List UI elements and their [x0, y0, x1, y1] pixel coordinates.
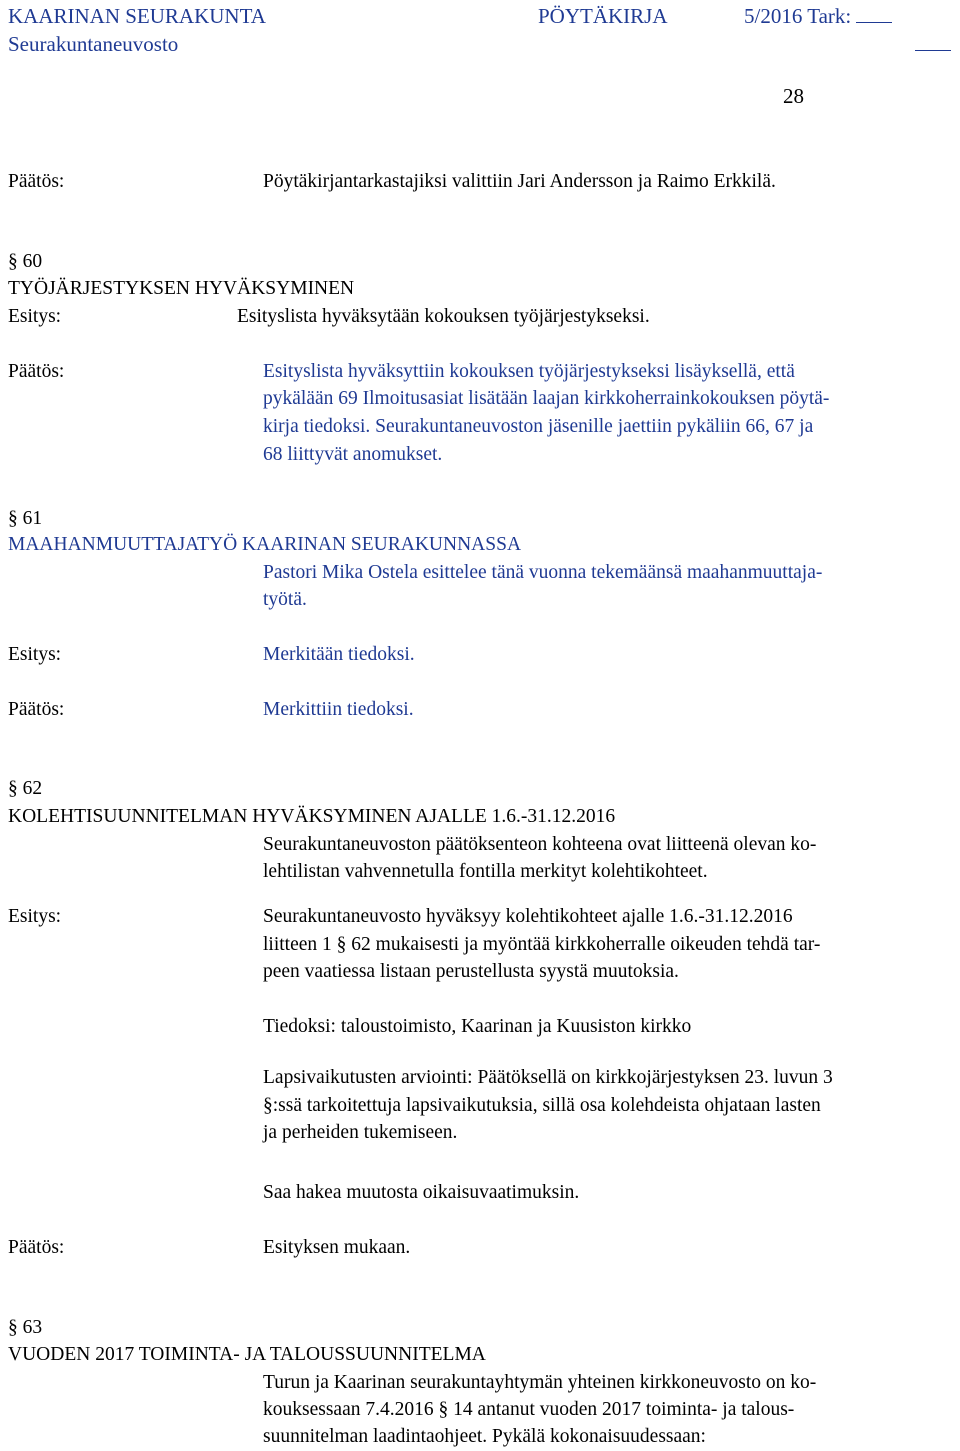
s59-paatos-label: Päätös: [8, 171, 65, 192]
header-doc-type: PÖYTÄKIRJA [538, 4, 668, 28]
section-sign: § [336, 934, 347, 955]
s62-title: KOLEHTISUUNNITELMAN HYVÄKSYMINEN AJALLE 1.6.-31.12.2016 [8, 806, 616, 827]
s62-lapsi-line-2 [263, 1092, 821, 1119]
section-sign: § [8, 1317, 18, 1338]
s62-heading [8, 775, 42, 802]
s61-esitys-text: Merkitään tiedoksi. [263, 644, 415, 665]
s60-paatos-line-3: kirja tiedoksi. Seurakuntaneuvoston jäsenille jaettiin pykäliin 66, 67 ja [263, 416, 814, 437]
s62-lapsi-line-3: ja perheiden tukemiseen. [263, 1122, 458, 1143]
s62-esitys-line-2 [263, 931, 820, 958]
header-blank-line-2 [915, 32, 951, 57]
header-meeting-text: 5/2016 Tark: [744, 4, 852, 28]
s63-line-2-a: kouksessaan 7.4.2016 [263, 1399, 434, 1420]
s62-paatos-label: Päätös: [8, 1237, 65, 1258]
s61-intro-line-2: työtä. [263, 589, 307, 610]
s62-lapsi-line-2-text: :ssä tarkoitettuja lapsivaikutuksia, sillä osa kolehdeista ohjataan lasten [272, 1095, 821, 1116]
s62-intro-line-1: Seurakuntaneuvoston päätöksenteon kohteena ovat liitteenä olevan ko- [263, 834, 817, 855]
s62-esitys-label: Esitys: [8, 906, 62, 927]
section-sign: § [438, 1399, 449, 1420]
s62-esitys-prefix: liitteen 1 [263, 934, 332, 955]
s61-title: MAAHANMUUTTAJATYÖ KAARINAN SEURAKUNNASSA [8, 534, 522, 555]
section-sign: § [8, 508, 18, 529]
s62-lapsi-line-1: Lapsivaikutusten arviointi: Päätöksellä on kirkkojärjestyksen 23. luvun 3 [263, 1067, 833, 1088]
s61-intro-line-1: Pastori Mika Ostela esittelee tänä vuonna tekemäänsä maahanmuuttaja- [263, 562, 823, 583]
section-sign: § [8, 778, 18, 799]
s60-paatos-label: Päätös: [8, 361, 65, 382]
s60-paatos-line-4: 68 liittyvät anomukset. [263, 444, 443, 465]
s60-esitys-text: Esityslista hyväksytään kokouksen työjärjestykseksi. [237, 306, 650, 327]
s63-line-2-b: 14 antanut vuoden 2017 toiminta- ja talous- [453, 1399, 795, 1420]
s62-oikaisu: Saa hakea muutosta oikaisuvaatimuksin. [263, 1182, 580, 1203]
header-blank-line [856, 4, 892, 23]
s63-number: 63 [22, 1317, 43, 1338]
s60-number: 60 [22, 251, 43, 272]
s63-line-1: Turun ja Kaarinan seurakuntayhtymän yhteinen kirkkoneuvosto on ko- [263, 1372, 817, 1393]
s62-paatos-text: Esityksen mukaan. [263, 1237, 411, 1258]
s61-paatos-text: Merkittiin tiedoksi. [263, 699, 414, 720]
s61-esitys-label: Esitys: [8, 644, 62, 665]
s60-paatos-line-2: pykälään 69 Ilmoitusasiat lisätään laajan kirkkoherrainkokouksen pöytä- [263, 388, 830, 409]
header-body: Seurakuntaneuvosto [8, 32, 179, 56]
section-sign: § [263, 1095, 273, 1116]
s61-number: 61 [22, 508, 43, 529]
s62-tiedoksi: Tiedoksi: taloustoimisto, Kaarinan ja Kuusiston kirkko [263, 1016, 692, 1037]
header-meeting [744, 4, 892, 29]
s62-esitys-line-3: peen vaatiessa listaan perustellusta syystä muutoksia. [263, 961, 679, 982]
s62-intro-line-2: lehtilistan vahvennetulla fontilla merkityt kolehtikohteet. [263, 861, 708, 882]
s60-esitys-label: Esitys: [8, 306, 62, 327]
s59-paatos-text: Pöytäkirjantarkastajiksi valittiin Jari Andersson ja Raimo Erkkilä. [263, 171, 776, 192]
s60-paatos-line-1: Esityslista hyväksyttiin kokouksen työjärjestykseksi lisäyksellä, että [263, 361, 795, 382]
s63-heading [8, 1314, 42, 1341]
s62-esitys-line-2-rest: 62 mukaisesti ja myöntää kirkkoherralle oikeuden tehdä tar- [351, 934, 821, 955]
header-org: KAARINAN SEURAKUNTA [8, 4, 266, 28]
section-sign: § [8, 251, 18, 272]
page-header [8, 4, 952, 64]
s60-title: TYÖJÄRJESTYKSEN HYVÄKSYMINEN [8, 278, 355, 299]
s62-esitys-line-1: Seurakuntaneuvosto hyväksyy kolehtikohteet ajalle 1.6.-31.12.2016 [263, 906, 793, 927]
s60-heading [8, 248, 42, 275]
s62-number: 62 [22, 778, 43, 799]
s63-title: VUODEN 2017 TOIMINTA- JA TALOUSSUUNNITELMA [8, 1344, 486, 1365]
s61-paatos-label: Päätös: [8, 699, 65, 720]
page-number: 28 [783, 84, 804, 108]
s61-heading [8, 505, 42, 532]
s63-line-2 [263, 1396, 794, 1423]
s63-line-3: suunnitelman laadintaohjeet. Pykälä kokonaisuudessaan: [263, 1426, 706, 1447]
